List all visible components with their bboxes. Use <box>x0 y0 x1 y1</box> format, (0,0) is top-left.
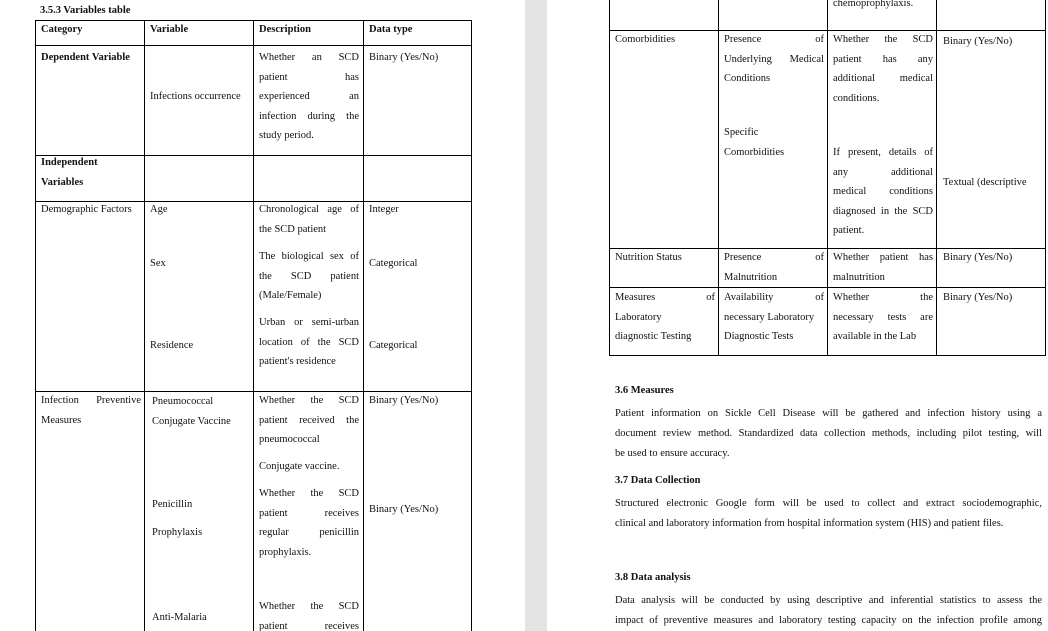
header-description: Description <box>259 24 311 35</box>
cell-data-type: Textual (descriptive <box>943 177 1027 188</box>
cell-category: Demographic Factors <box>41 204 132 215</box>
cell-data-type: Categorical <box>369 258 418 269</box>
header-data-type: Data type <box>369 24 413 35</box>
cell-variable: Availability of necessary Laboratory Diagnostic Tests <box>724 292 824 343</box>
section-heading: 3.7 Data Collection <box>615 475 701 486</box>
section-heading: 3.6 Measures <box>615 385 674 396</box>
cell-data-type: Binary (Yes/No) <box>369 52 439 63</box>
cell-variable: Penicillin Prophylaxis <box>152 499 203 538</box>
cell-variable: Age <box>150 204 168 215</box>
cell-category: Dependent Variable <box>41 52 130 63</box>
cell-variable: Residence <box>150 340 194 351</box>
section-paragraph: Patient information on Sickle Cell Disease will be gathered and infection history using a document review method. Standardized data collection methods, including pilot testing, will be used to ensure accuracy. <box>615 408 1042 459</box>
header-category: Category <box>41 24 83 35</box>
cell-category: Infection Preventive Measures <box>41 395 141 426</box>
header-variable: Variable <box>150 24 189 35</box>
section-paragraph: Structured electronic Google form will be used to collect and extract sociodemographic, clinical and laboratory information from hospital information system (HIS) and patient files. <box>615 498 1042 529</box>
cell-variable: Presence of Malnutrition <box>724 252 824 283</box>
cell-description: Chronological age of the SCD patient <box>259 204 359 235</box>
cell-description: Whether the SCD patient receives <box>259 601 359 631</box>
cell-description: Urban or semi-urban location of the SCD patient's residence <box>259 317 359 368</box>
cell-data-type: Binary (Yes/No) <box>369 504 439 515</box>
cell-data-type: Binary (Yes/No) <box>943 36 1013 47</box>
cell-data-type: Binary (Yes/No) <box>369 395 439 406</box>
cell-data-type: Binary (Yes/No) <box>943 252 1013 263</box>
cell-variable: Infections occurrence <box>150 91 241 102</box>
cell-category: Measures of Laboratory diagnostic Testing <box>615 292 715 343</box>
cell-description: Whether the necessary tests are available in the Lab <box>833 292 933 343</box>
document-page-right <box>547 0 1048 631</box>
cell-description: Whether the SCD patient has any additional medical conditions. <box>833 34 933 104</box>
section-heading: 3.8 Data analysis <box>615 572 691 583</box>
cell-description: If present, details of any additional medical conditions diagnosed in the SCD patient. <box>833 147 933 237</box>
cell-description-fragment: chemoprophylaxis. <box>833 0 914 9</box>
cell-variable: Sex <box>150 258 166 269</box>
cell-description: Whether patient has malnutrition <box>833 252 933 283</box>
cell-variable: Specific Comorbidities <box>724 127 785 158</box>
section-paragraph: Data analysis will be conducted by using descriptive and inferential statistics to assess the impact of preventive measures and laboratory testing capacity on the infection profile among <box>615 595 1042 626</box>
cell-data-type: Integer <box>369 204 399 215</box>
cell-category: Independent Variables <box>41 157 98 188</box>
cell-description: The biological sex of the SCD patient (Male/Female) <box>259 251 359 302</box>
cell-description: Whether the SCD patient receives regular penicillin prophylaxis. <box>259 488 359 558</box>
section-title: 3.5.3 Variables table <box>40 5 131 16</box>
cell-description: Whether the SCD patient received the pneumococcal Conjugate vaccine. <box>259 395 359 472</box>
cell-variable: Presence of Underlying Medical Conditions <box>724 34 824 85</box>
cell-variable: Anti-Malaria <box>152 612 207 623</box>
cell-data-type: Binary (Yes/No) <box>943 292 1013 303</box>
page-gap <box>525 0 547 631</box>
cell-variable: Pneumococcal Conjugate Vaccine <box>152 396 231 427</box>
cell-category: Nutrition Status <box>615 252 682 263</box>
cell-category: Comorbidities <box>615 34 676 45</box>
cell-data-type: Categorical <box>369 340 418 351</box>
cell-description: Whether an SCD patient has experienced an infection during the study period. <box>259 52 359 142</box>
